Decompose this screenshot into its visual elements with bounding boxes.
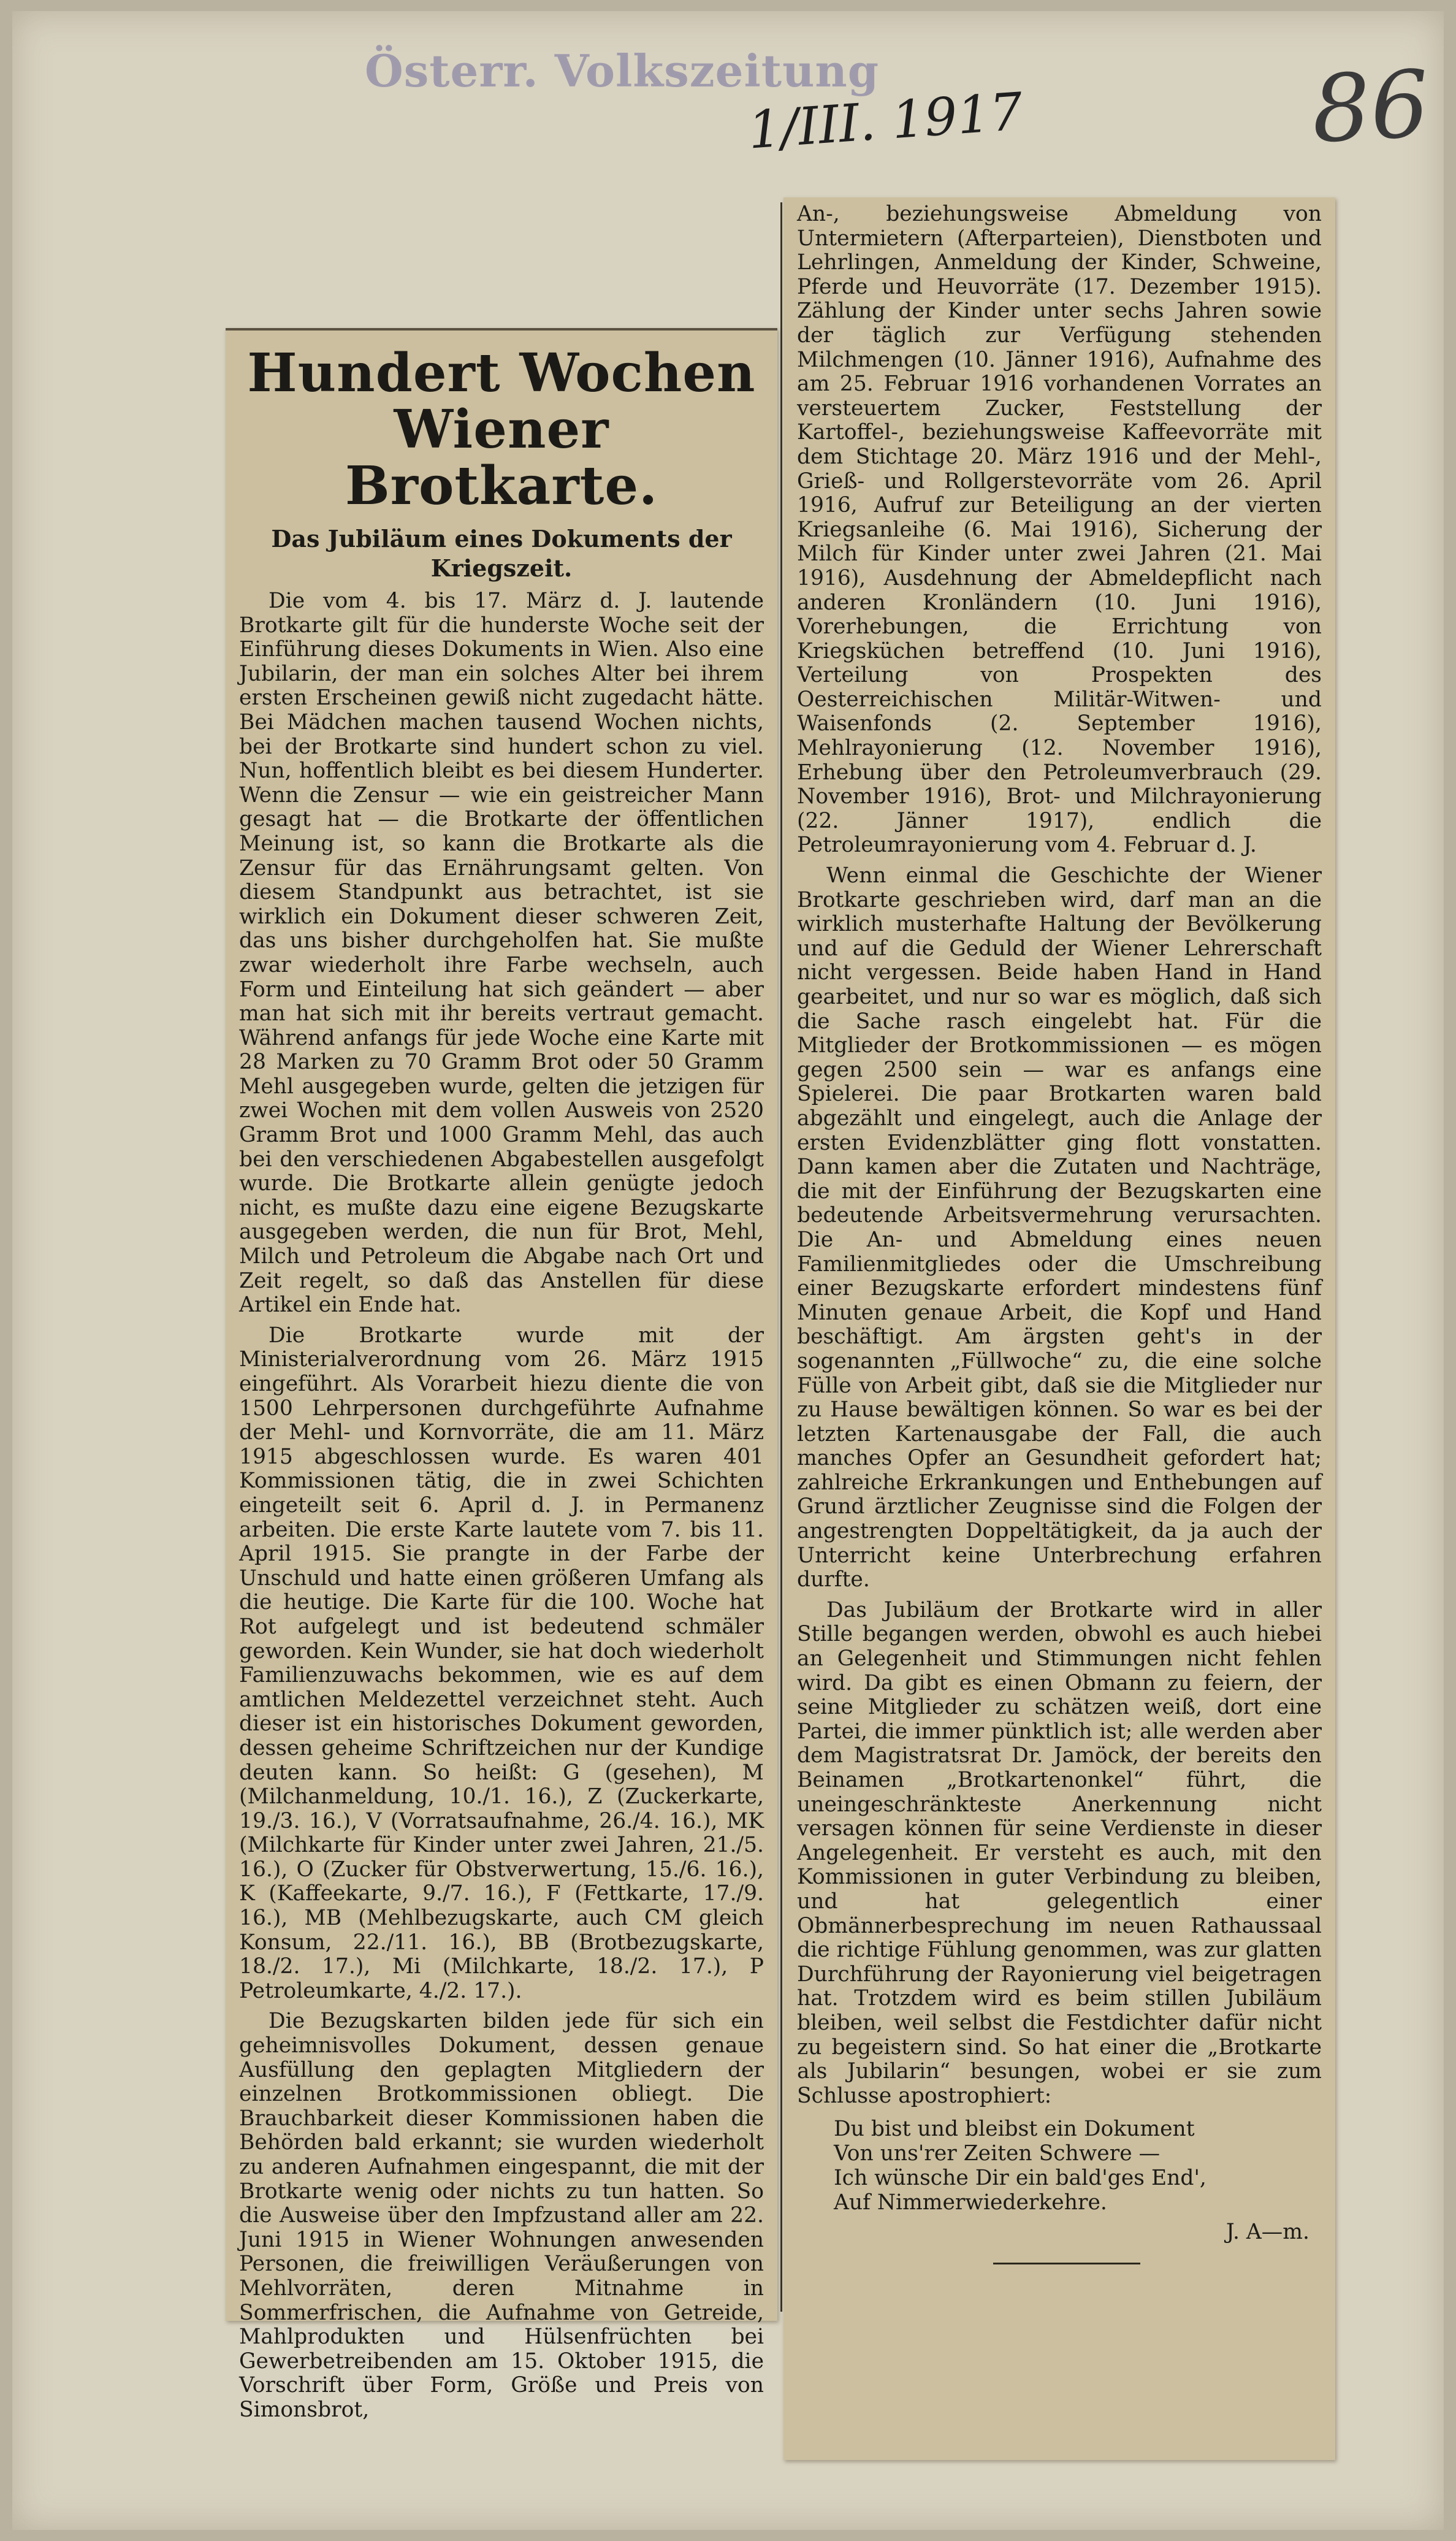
author-signature: J. A—m. [1225, 2220, 1309, 2245]
left-column-text [239, 589, 764, 2423]
end-rule [993, 2263, 1140, 2264]
paragraph: Das Jubiläum der Brotkarte wird in aller Stille begangen werden, obwohl es auch hiebei an Gelegenheit und Stimmungen nicht fehlen wird. Da gibt es einen Obmann zu feiern, der seine Mitglieder zu schätzen weiß, dort eine Partei, die immer pünktlich ist; alle werden aber dem Magistratsrat Dr. Jamöck, der bereits den Beinamen „Brotkartenonkel“ führt, die uneingeschränkteste Anerkennung nicht versagen können für seine Verdienste in dieser Angelegenheit. Er versteht es auch, mit den Kommissionen in guter Verbindung zu bleiben, und hat gelegentlich einer Obmännerbesprechung im neuen Rathaussaal die richtige Fühlung genommen, was zur glatten Durchführung der Rayonierung viel beigetragen hat. Trotzdem wird es beim stillen Jubiläum bleiben, weil selbst die Festdichter dafür nicht zu begeistern sind. So hat einer die „Brotkarte als Jubilarin“ besungen, wobei er sie zum Schlusse apostrophiert: [797, 1597, 1322, 2108]
paragraph: Die Brotkarte wurde mit der Ministerialverordnung vom 26. März 1915 eingeführt. Als Vorarbeit hiezu diente die von 1500 Lehrpersonen durchgeführte Aufnahme der Mehl- und Kornvorräte, die am 11. März 1915 abgeschlossen wurde. Es waren 401 Kommissionen tätig, die in zwei Schichten eingeteilt seit 6. April d. J. in Permanenz arbeiten. Die erste Karte lautete vom 7. bis 11. April 1915. Sie prangte in der Farbe der Unschuld und hatte einen größeren Umfang als die heutige. Die Karte für die 100. Woche hat Rot aufgelegt und ist bedeutend schmäler geworden. Kein Wunder, sie hat doch wiederholt Familienzuwachs bekommen, wie es auf dem amtlichen Meldezettel verzeichnet steht. Auch dieser ist ein historisches Dokument geworden, dessen geheime Schriftzeichen nur der Kundige deuten kann. So heißt: G (gesehen), M (Milchanmeldung, 10./1. 16.), Z (Zuckerkarte, 19./3. 16.), V (Vorratsaufnahme, 26./4. 16.), MK (Milchkarte für Kinder unter zwei Jahren, 21./5. 16.), O (Zucker für Obstverwertung, 15./6. 16.), K (Kaffeekarte, 9./7. 16.), F (Fettkarte, 17./9. 16.), MB (Mehlbezugskarte, auch CM gleich Konsum, 22./11. 16.), BB (Brotbezugskarte, 18./2. 17.), Mi (Milchkarte, 18./2. 17.), P Petroleumkarte, 4./2. 17.). [239, 1323, 764, 2003]
clipping-left-column [226, 328, 777, 2422]
handwritten-date: 1/III. 1917 [746, 81, 1025, 161]
clipping-top-edge [226, 328, 777, 331]
verse-line: Von uns'rer Zeiten Schwere — [834, 2141, 1161, 2166]
verse [834, 2117, 1322, 2215]
right-column-text [797, 202, 1322, 2108]
paragraph: Die vom 4. bis 17. März d. J. lautende Brotkarte gilt für die hunderste Woche seit der Einführung dieses Dokuments in Wien. Also eine Jubilarin, der man ein solches Alter bei ihrem ersten Erscheinen gewiß nicht zugedacht hätte. Bei Mädchen machen tausend Wochen nichts, bei der Brotkarte sind hundert schon zu viel. Nun, hoffentlich bleibt es bei diesem Hunderter. Wenn die Zensur — wie ein geistreicher Mann gesagt hat — die Brotkarte der öffentlichen Meinung ist, so kann die Brotkarte als die Zensur für das Ernährungsamt gelten. Von diesem Standpunkt aus betrachtet, ist sie wirklich ein Dokument dieser schweren Zeit, das uns bisher durchgeholfen hat. Sie mußte zwar wiederholt ihre Farbe wechseln, auch Form und Einteilung hat sich geändert — aber man hat sich mit ihr bereits vertraut gemacht. Während anfangs für jede Woche eine Karte mit 28 Marken zu 70 Gramm Brot oder 50 Gramm Mehl ausgegeben wurde, gelten die jetzigen für zwei Wochen mit dem vollen Ausweis von 2520 Gramm Brot und 1000 Gramm Mehl, das auch bei den verschiedenen Abgabestellen ausgefolgt wurde. Die Brotkarte allein genügte jedoch nicht, es mußte dazu eine eigene Bezugskarte ausgegeben werden, die nun für Brot, Mehl, Milch und Petroleum die Abgabe nach Ort und Zeit regelt, so daß das Anstellen für diese Artikel ein Ende hat. [239, 589, 764, 1318]
article-headline: Hundert Wochen Wiener Brotkarte. [247, 342, 756, 517]
paragraph: Die Bezugskarten bilden jede für sich ein geheimnisvolles Dokument, dessen genaue Ausfüllung den geplagten Mitgliedern der einzelnen Brotkommissionen obliegt. Die Brauchbarkeit dieser Kommissionen haben die Behörden bald erkannt; sie wurden wiederholt zu anderen Aufnahmen eingespannt, die mit der Brotkarte wenig oder nichts zu tun hatten. So die Ausweise über den Impfzustand aller am 22. Juni 1915 in Wiener Wohnungen anwesenden Personen, die freiwilligen Veräußerungen von Mehlvorräten, deren Mitnahme in Sommerfrischen, die Aufnahme von Getreide, Mahlprodukten und Hülsenfrüchten bei Gewerbetreibenden am 15. Oktober 1915, die Vorschrift über Form, Größe und Preis von Simonsbrot, [239, 2009, 764, 2422]
column-divider [780, 202, 782, 2312]
newspaper-stamp: Österr. Volkszeitung [365, 45, 880, 97]
verse-line: Auf Nimmerwiederkehre. [834, 2190, 1107, 2215]
paragraph: An-, beziehungsweise Abmeldung von Untermietern (Afterparteien), Dienstboten und Lehrlingen, Anmeldung der Kinder, Schweine, Pferde und Heuvorräte (17. Dezember 1915). Zählung der Kinder unter sechs Jahren sowie der täglich zur Verfügung stehenden Milchmengen (10. Jänner 1916), Aufnahme des am 25. Februar 1916 vorhandenen Vorrates an versteuertem Zucker, Feststellung der Kartoffel-, beziehungsweise Kaffeevorräte mit dem Stichtage 20. März 1916 und der Mehl-, Grieß- und Rollgerstevorräte vom 26. April 1916, Aufruf zur Beteiligung an der vierten Kriegsanleihe (6. Mai 1916), Sicherung der Milch für Kinder unter zwei Jahren (21. Mai 1916), Ausdehnung der Abmeldepflicht nach anderen Kronländern (10. Juni 1916), Vorerhebungen, die Errichtung von Kriegsküchen betreffend (10. Juni 1916), Verteilung von Prospekten des Oesterreichischen Militär-Witwen- und Waisenfonds (2. September 1916), Mehlrayonierung (12. November 1916), Erhebung über den Petroleumverbrauch (29. November 1916), Brot- und Milchrayonierung (22. Jänner 1917), endlich die Petroleumrayonierung vom 4. Februar d. J. [797, 202, 1322, 858]
paragraph: Wenn einmal die Geschichte der Wiener Brotkarte geschrieben wird, darf man an die wirklich musterhafte Haltung der Bevölkerung und auf die Geduld der Wiener Lehrerschaft nicht vergessen. Beide haben Hand in Hand gearbeitet, und nur so war es möglich, daß sich die Sache rasch eingelebt hat. Für die Mitglieder der Brotkommissionen — es mögen gegen 2500 sein — war es anfangs eine Spielerei. Die paar Brotkarten waren bald abgezählt und eingelegt, auch die Anlage der ersten Evidenzblätter ging flott vonstatten. Dann kamen aber die Zutaten und Nachträge, die mit der Einführung der Bezugskarten eine bedeutende Arbeitsvermehrung verursachten. Die An- und Abmeldung eines neuen Familienmitgliedes oder die Umschreibung einer Bezugskarte erfordert mindestens fünf Minuten genaue Arbeit, die Kopf und Hand beschäftigt. Am ärgsten geht's in der sogenannten „Füllwoche“ zu, die eine solche Fülle von Arbeit gibt, daß sie die Mitglieder nur zu Hause bewältigen können. So war es bei der letzten Kartenausgabe der Fall, die auch manches Opfer an Gesundheit gefordert hat; zahlreiche Erkrankungen und Enthebungen auf Grund ärztlicher Zeugnisse sind die Folgen der angestrengten Doppeltätigkeit, da ja auch der Unterricht keine Unterbrechung erfahren durfte. [797, 863, 1322, 1592]
clipping-right-column [783, 197, 1335, 2460]
verse-line: Du bist und bleibst ein Dokument [834, 2117, 1195, 2142]
handwritten-number: 86 [1309, 51, 1432, 164]
verse-line: Ich wünsche Dir ein bald'ges End', [834, 2166, 1206, 2191]
article-subheading: Das Jubiläum eines Dokuments der Kriegszeit. [271, 525, 732, 582]
